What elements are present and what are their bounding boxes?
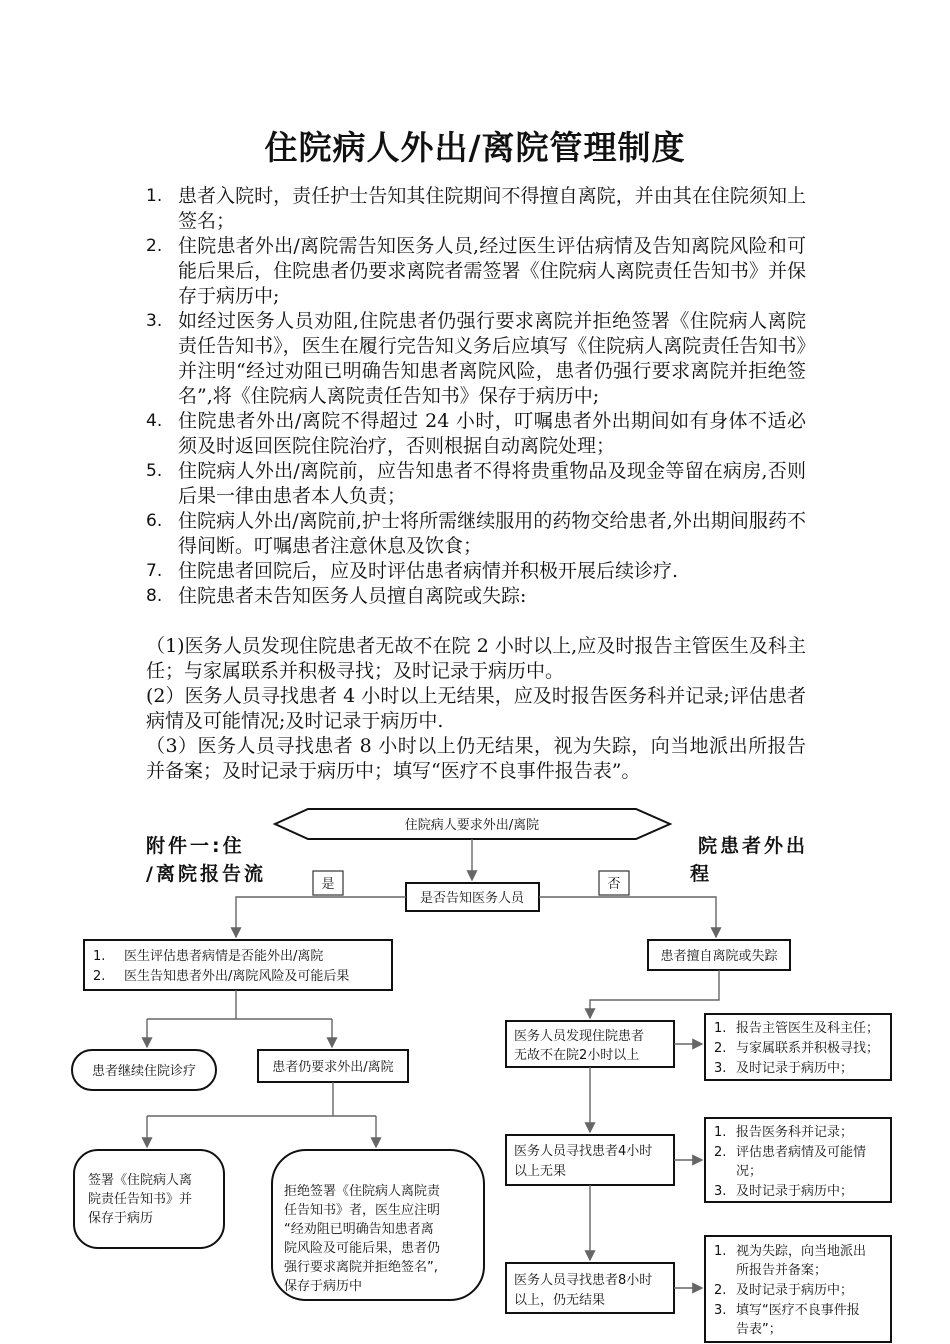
flow-act-4h-line: 及时记录于病历中； <box>736 1184 854 1199</box>
flow-act-2h-line: 报告主管医生及科主任； <box>736 1021 880 1036</box>
flow-act-4h-line: 报告医务科并记录； <box>736 1125 854 1140</box>
flow-refuse-line: “经劝阻已明确告知患者离 <box>284 1222 434 1237</box>
rule-text: 患者入院时，责任护士告知其住院期间不得擅自离院，并由其在住院须知上签名； <box>178 185 806 232</box>
flow-insist-text: 患者仍要求外出/离院 <box>272 1060 394 1075</box>
flow-yes-label: 是 <box>321 877 335 892</box>
annex-left-line2: /离院报告流 <box>146 863 266 885</box>
flow-arrow <box>590 970 719 1018</box>
flow-act-8h-line: 填写“医疗不良事件报 <box>736 1303 860 1318</box>
flow-act-8h-num: 3. <box>714 1303 727 1318</box>
flow-act-4h-line: 评估患者病情及可能情 <box>736 1145 867 1160</box>
flow-act-2h-line: 与家属联系并积极寻找； <box>736 1041 880 1056</box>
flow-eval-num: 2. <box>93 969 106 984</box>
rule-number: 7. <box>146 561 163 581</box>
flow-act-8h-line: 告表”； <box>736 1322 782 1337</box>
flow-sign-line: 保存于病历 <box>88 1211 154 1226</box>
flow-step-2h-line: 医务人员发现住院患者 <box>514 1029 645 1044</box>
subrule-8h: （3）医务人员寻找患者 8 小时以上仍无结果，视为失踪，向当地派出所报告并备案；及时记录于病历中；填写“医疗不良事件报告表”。 <box>146 735 806 782</box>
rule-number: 6. <box>146 511 163 531</box>
rule-number: 4. <box>146 411 163 431</box>
annex-right-line1: 院患者外出 <box>697 835 808 857</box>
flow-act-2h-num: 2. <box>714 1041 727 1056</box>
flow-act-4h-num: 1. <box>714 1125 727 1140</box>
annex-left-line1: 附件一:住 <box>146 835 245 857</box>
flow-act-2h-line: 及时记录于病历中； <box>736 1061 854 1076</box>
flow-step-4h-line: 以上无果 <box>514 1164 567 1179</box>
flow-question-text: 是否告知医务人员 <box>419 891 525 906</box>
subrule-4h: (2）医务人员寻找患者 4 小时以上无结果，应及时报告医务科并记录;评估患者病情及可能情况;及时记录于病历中. <box>146 685 806 732</box>
flow-continue-text: 患者继续住院诊疗 <box>91 1064 197 1079</box>
rule-text: 住院患者外出/离院需告知医务人员,经过医生评估病情及告知离院风险和可能后果后，住院患者仍要求离院者需签署《住院病人离院责任告知书》并保存于病历中; <box>178 235 806 307</box>
flow-act-2h-num: 1. <box>714 1021 727 1036</box>
flow-act-4h-line: 况； <box>736 1164 763 1179</box>
rule-text: 住院患者外出/离院不得超过 24 小时，叮嘱患者外出期间如有身体不适必须及时返回医院住院治疗，否则根据自动离院处理； <box>178 410 806 457</box>
flow-eval-text: 医生告知患者外出/离院风险及可能后果 <box>124 969 350 984</box>
flow-act-8h-line: 及时记录于病历中； <box>736 1283 854 1298</box>
rule-number: 8. <box>146 586 163 606</box>
rule-number: 2. <box>146 236 163 256</box>
rule-number: 1. <box>146 186 163 206</box>
rule-text: 如经过医务人员劝阻,住院患者仍强行要求离院并拒绝签署《住院病人离院责任告知书》，医生在履行完告知义务后应填写《住院病人离院责任告知书》并注明“经过劝阻已明确告知患者离院风险，患者仍强行要求离院并拒绝签名”,将《住院病人离院责任告知书》保存于病历中; <box>178 310 806 407</box>
rule-text: 住院患者未告知医务人员擅自离院或失踪: <box>178 585 527 607</box>
flow-refuse-line: 拒绝签署《住院病人离院责 <box>284 1184 441 1199</box>
flow-eval-num: 1. <box>93 949 106 964</box>
flow-refuse-line: 强行要求离院并拒绝签名”, <box>284 1260 438 1275</box>
flow-start-text: 住院病人要求外出/离院 <box>404 818 540 833</box>
flow-sign-line: 签署《住院病人离 <box>88 1173 193 1188</box>
flow-arrow-yes <box>236 897 406 937</box>
flow-act-8h-line: 视为失踪，向当地派出 <box>736 1244 867 1259</box>
flow-refuse-line: 保存于病历中 <box>284 1279 363 1294</box>
annex-right-line2: 程 <box>690 863 713 885</box>
rule-text: 住院患者回院后，应及时评估患者病情并积极开展后续诊疗. <box>178 560 679 582</box>
flow-no-label: 否 <box>607 877 621 892</box>
flow-self-leave-text: 患者擅自离院或失踪 <box>660 949 778 964</box>
rule-number: 5. <box>146 461 163 481</box>
flow-step-8h-line: 以上，仍无结果 <box>514 1293 606 1308</box>
subrule-2h: （1)医务人员发现住院患者无故不在院 2 小时以上,应及时报告主管医生及科主任；与家属联系并积极寻找；及时记录于病历中。 <box>146 635 806 682</box>
flow-sign-line: 院责任告知书》并 <box>88 1192 193 1207</box>
flow-step-8h-line: 医务人员寻找患者8小时 <box>514 1273 653 1288</box>
flow-act-8h-num: 2. <box>714 1283 727 1298</box>
rule-text: 住院病人外出/离院前,护士将所需继续服用的药物交给患者,外出期间服药不得间断。叮嘱患者注意休息及饮食； <box>178 510 806 557</box>
page-title: 住院病人外出/离院管理制度 <box>264 128 686 167</box>
flow-arrow-no <box>539 897 716 937</box>
flow-refuse-line: 院风险及可能后果，患者仍 <box>284 1241 441 1256</box>
flow-eval-text: 医生评估患者病情是否能外出/离院 <box>124 949 324 964</box>
flow-refuse-line: 任告知书》者，医生应注明 <box>284 1203 441 1218</box>
flow-act-4h-num: 3. <box>714 1184 727 1199</box>
flow-act-8h-line: 所报告并备案； <box>736 1263 828 1278</box>
flow-act-2h-num: 3. <box>714 1061 727 1076</box>
rule-number: 3. <box>146 311 163 331</box>
flow-step-4h-line: 医务人员寻找患者4小时 <box>514 1144 653 1159</box>
flow-act-4h-num: 2. <box>714 1145 727 1160</box>
flow-act-8h-num: 1. <box>714 1244 727 1259</box>
flow-step-2h-line: 无故不在院2小时以上 <box>514 1048 640 1063</box>
rule-text: 住院病人外出/离院前，应告知患者不得将贵重物品及现金等留在病房,否则后果一律由患者本人负责； <box>178 460 806 507</box>
